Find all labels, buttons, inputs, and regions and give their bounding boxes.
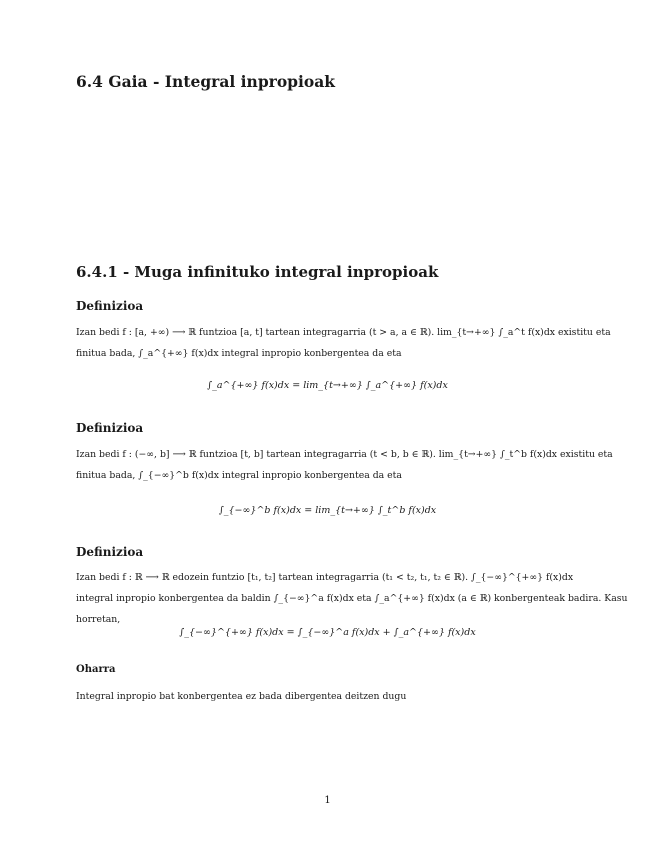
definition-2-line-2: finitua bada, ∫_{−∞}^b f(x)dx integral inpropio konbergentea da eta — [76, 470, 402, 481]
definition-2-line-1: Izan bedi f : (−∞, b] ⟶ ℝ funtzioa [t, b] tartean integragarria (t < b, b ∈ ℝ). lim_{t→+∞} ∫_t^b f(x)dx existitu eta — [76, 449, 613, 460]
note-text: Integral inpropio bat konbergentea ez bada dibergentea deitzen dugu — [76, 691, 407, 702]
definition-text-3 — [76, 567, 628, 630]
definition-3-line-3: horretan, — [76, 614, 121, 625]
equation-1: ∫_a^{+∞} f(x)dx = lim_{t→+∞} ∫_a^{+∞} f(x)dx — [207, 380, 448, 391]
equation-2: ∫_{−∞}^b f(x)dx = lim_{t→+∞} ∫_t^b f(x)dx — [218, 505, 437, 516]
subsection-title: 6.4.1 - Muga infinituko integral inpropioak — [76, 263, 439, 281]
definition-1-line-1: Izan bedi f : [a, +∞) ⟶ ℝ funtzioa [a, t] tartean integragarria (t > a, a ∈ ℝ). lim_{t→+∞} ∫_a^t f(x)dx existitu eta — [76, 327, 611, 338]
definition-heading-1: Definizioa — [76, 299, 144, 313]
definition-3-line-1: Izan bedi f : ℝ ⟶ ℝ edozein funtzio [t₁, t₂] tartean integragarria (t₁ < t₂, t₁, t₂ ∈ ℝ). ∫_{−∞}^{+∞} f(x)dx — [76, 572, 574, 583]
definition-text-1 — [76, 322, 611, 364]
note-heading: Oharra — [76, 664, 116, 675]
definition-heading-2: Definizioa — [76, 421, 144, 435]
definition-text-2 — [76, 444, 613, 486]
definition-heading-3: Definizioa — [76, 545, 144, 559]
definition-1-line-2: finitua bada, ∫_a^{+∞} f(x)dx integral inpropio konbergentea da eta — [76, 348, 402, 359]
equation-3: ∫_{−∞}^{+∞} f(x)dx = ∫_{−∞}^a f(x)dx + ∫_a^{+∞} f(x)dx — [179, 627, 476, 638]
page-number: 1 — [324, 795, 331, 806]
section-title: 6.4 Gaia - Integral inpropioak — [76, 72, 336, 91]
definition-3-line-2: integral inpropio konbergentea da baldin ∫_{−∞}^a f(x)dx eta ∫_a^{+∞} f(x)dx (a ∈ ℝ) konbergenteak badira. Kasu — [76, 593, 628, 604]
